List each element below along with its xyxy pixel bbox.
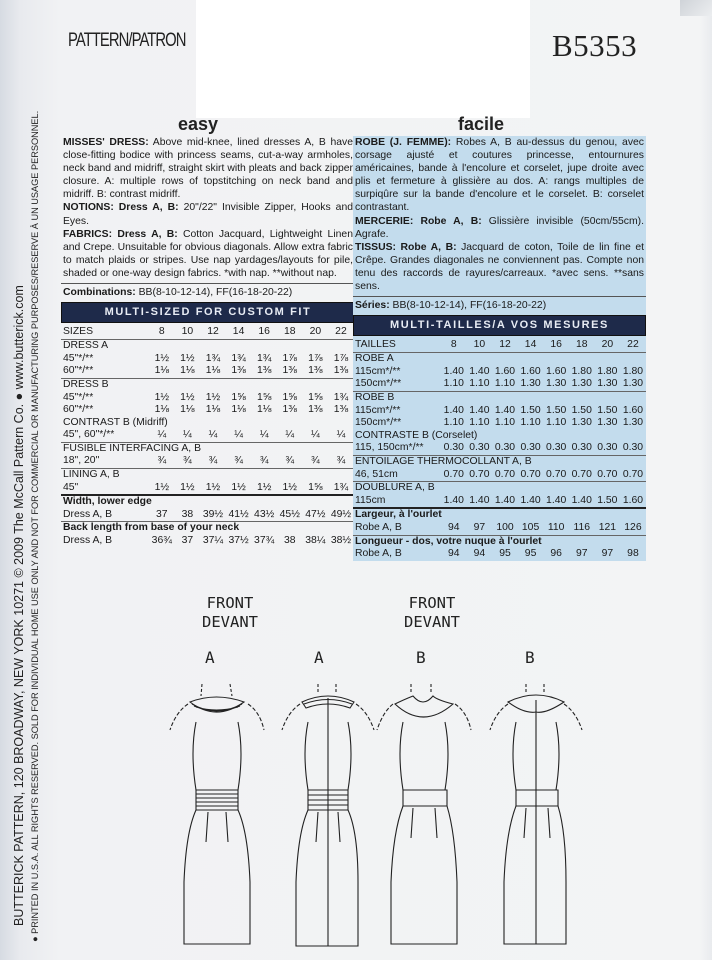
table-cell: 0.70 xyxy=(546,468,567,480)
table-row xyxy=(61,392,355,405)
table-cell: 36¾ xyxy=(151,535,172,547)
table-cell: ¼ xyxy=(285,429,295,441)
section-title xyxy=(353,430,646,443)
torn-corner xyxy=(680,0,712,16)
table-cell: ¼ xyxy=(183,429,192,441)
table-cell: 1½ xyxy=(256,481,272,493)
row-label: 45" xyxy=(63,481,79,493)
table-cell: 1½ xyxy=(154,391,170,403)
table-cell: ¾ xyxy=(157,455,167,467)
section-title-text: DOUBLURE A, B xyxy=(355,482,435,494)
table-cell: 105 xyxy=(521,521,540,533)
table-cell: 97 xyxy=(575,548,588,560)
description-paragraph: ROBE (J. FEMME): Robes A, B au-dessus du genou, avec corsage ajusté et coutures princesse, entournures américaines, bande à l'encolure et corselet, jupe droite avec plis et fermeture à glissière au dos. A: rangs multiples de surpiqûre sur la bande d'encolure et le corselet. B: corselet contrastant. xyxy=(355,137,644,214)
size-header: 22 xyxy=(627,339,639,351)
row-label: 115cm*/** xyxy=(355,365,401,377)
table-cell: 1.30 xyxy=(597,417,618,429)
table-cell: 1.60 xyxy=(494,365,516,377)
table-cell: 1⅜ xyxy=(333,365,349,377)
table-cell: ¼ xyxy=(259,429,269,441)
table-cell: 37 xyxy=(181,535,194,547)
size-header: 18 xyxy=(575,339,588,351)
table-cell: 0.30 xyxy=(546,442,567,454)
table-cell: 1.10 xyxy=(546,417,567,429)
table-row xyxy=(353,495,646,508)
table-cell: 1⅛ xyxy=(180,404,195,416)
table-section xyxy=(61,378,355,417)
table-cell: 1⅝ xyxy=(308,391,323,403)
table-cell: 1⅝ xyxy=(308,481,323,493)
measurement-section xyxy=(353,535,646,561)
size-header: 14 xyxy=(524,339,537,351)
table-cell: 1.10 xyxy=(469,417,490,429)
section-title xyxy=(353,353,646,366)
table-section xyxy=(61,417,355,442)
measurement-title-text: Largeur, à l'ourlet xyxy=(355,509,442,521)
table-cell: ¾ xyxy=(234,455,243,467)
table-row xyxy=(353,469,646,482)
row-label: Dress A, B xyxy=(63,508,113,520)
table-cell: 1.40 xyxy=(443,365,464,377)
table-row xyxy=(353,442,646,455)
table-cell: ¼ xyxy=(234,429,243,441)
section-title-text: CONTRAST B (Midriff) xyxy=(63,416,168,428)
table-cell: 1½ xyxy=(180,391,195,403)
table-cell: 47½ xyxy=(305,508,326,520)
description-paragraph: MISSES' DRESS: Above mid-knee, lined dresses A, B have close-fitting bodice with princess seams, cut-a-way armholes, neck band and midriff, straight skirt with pleats and back zipper closure. A: multiple rows of topstitching on neck band and midriff. B: contrast midriff. xyxy=(63,137,353,201)
measurement-row xyxy=(61,509,355,522)
table-section xyxy=(353,353,646,391)
row-label: 150cm*/** xyxy=(355,378,402,390)
table-cell: 1.60 xyxy=(622,494,644,506)
table-cell: 38½ xyxy=(330,535,352,547)
row-label: 45"*/** xyxy=(63,391,94,403)
measurement-title-text: Longueur - dos, votre nuque à l'ourlet xyxy=(355,535,542,547)
table-row xyxy=(61,455,355,468)
section-title xyxy=(353,392,646,405)
table-cell: 37¾ xyxy=(254,535,275,547)
row-label: 150cm*/** xyxy=(355,417,402,429)
table-cell: 126 xyxy=(624,521,642,533)
table-cell: 1⅞ xyxy=(308,352,323,364)
table-cell: 94 xyxy=(448,521,460,533)
table-cell: 1⅛ xyxy=(205,404,221,416)
section-title-text: DRESS A xyxy=(63,340,109,352)
table-cell: 94 xyxy=(473,548,486,560)
table-cell: 0.70 xyxy=(443,468,464,480)
yardage-table-title: MULTI-TAILLES/A VOS MESURES xyxy=(353,315,646,336)
table-cell: 1.10 xyxy=(443,378,464,390)
table-cell: 1.60 xyxy=(622,404,644,416)
size-header: 16 xyxy=(550,339,562,351)
table-cell: 1.50 xyxy=(571,404,592,416)
table-cell: 38 xyxy=(283,535,296,547)
table-cell: 1⅝ xyxy=(231,391,246,403)
size-header: 14 xyxy=(232,326,245,338)
table-section xyxy=(61,442,355,468)
table-cell: ¾ xyxy=(259,455,269,467)
sizes-header-row xyxy=(353,337,646,353)
table-cell: ¾ xyxy=(183,455,192,467)
table-cell: 1⅜ xyxy=(282,365,297,377)
table-section xyxy=(353,430,646,455)
size-header: 10 xyxy=(473,339,486,351)
table-cell: 1.40 xyxy=(520,494,541,506)
size-header: 10 xyxy=(181,326,194,338)
table-section xyxy=(353,391,646,430)
front-label-b: FRONT DEVANT xyxy=(404,594,460,631)
row-label: Robe A, B xyxy=(355,521,402,533)
table-cell: 1.80 xyxy=(597,365,618,377)
fabrics-paragraph: TISSUS: Robe A, B: Jacquard de coton, Toile de lin fine et Crêpe. Grandes diagonales ne conviennent pas. Compte non tenu des raccords de rayures/carreaux. *avec sens. **sans sens. xyxy=(355,241,644,293)
fabrics-paragraph: FABRICS: Dress A, B: Cotton Jacquard, Lightweight Linen and Crepe. Unsuitable for obvious diagonals. Allow extra fabric to match plaids or stripes. Use nap yardages/layouts for pile, shaded or one-way design fabrics. *with nap. **without nap. xyxy=(63,228,353,279)
table-cell: 1.40 xyxy=(469,494,490,506)
table-cell: 1¾ xyxy=(205,352,221,364)
table-cell: 0.30 xyxy=(494,442,516,454)
table-cell: 1.50 xyxy=(520,404,541,416)
table-cell: 1.40 xyxy=(443,494,464,506)
table-cell: 1⅛ xyxy=(180,365,195,377)
measurement-title xyxy=(353,536,646,549)
table-cell: 1⅜ xyxy=(308,365,323,377)
table-cell: 1⅛ xyxy=(256,404,272,416)
row-label: Robe A, B xyxy=(355,548,402,560)
table-cell: 1.40 xyxy=(469,365,490,377)
table-cell: 1.40 xyxy=(494,494,516,506)
notions-paragraph: NOTIONS: Dress A, B: 20"/22" Invisible Zipper, Hooks and Eyes. xyxy=(63,202,354,227)
table-cell: 1⅞ xyxy=(282,352,297,364)
table-cell: 0.70 xyxy=(571,468,592,480)
yardage-table xyxy=(61,324,355,548)
table-cell: 1½ xyxy=(154,352,170,364)
table-cell: 37¼ xyxy=(202,535,224,547)
table-cell: 1.60 xyxy=(520,365,541,377)
section-title xyxy=(61,469,355,482)
table-cell: 0.30 xyxy=(520,442,541,454)
table-cell: 1.10 xyxy=(494,417,516,429)
table-cell: ¼ xyxy=(208,429,218,441)
table-row xyxy=(353,378,646,391)
section-title xyxy=(353,456,646,469)
table-cell: 1.10 xyxy=(520,417,541,429)
measurement-section xyxy=(61,521,355,547)
english-description xyxy=(61,136,355,280)
difficulty-en: easy xyxy=(178,114,219,134)
table-cell: 1.30 xyxy=(622,378,644,390)
sizes-header-row xyxy=(61,324,355,340)
pattern-number: B5353 xyxy=(552,28,638,63)
size-header: 8 xyxy=(158,326,165,338)
table-row xyxy=(353,405,646,418)
table-cell: ¼ xyxy=(336,429,346,441)
combinations: Séries: BB(8-10-12-14), FF(16-18-20-22) xyxy=(353,296,646,315)
table-cell: 1⅝ xyxy=(256,391,272,403)
table-cell: 1.30 xyxy=(571,378,592,390)
sizes-label: TAILLES xyxy=(355,339,396,351)
table-section xyxy=(353,455,646,481)
table-cell: 37½ xyxy=(228,535,249,547)
table-cell: 1½ xyxy=(154,481,170,493)
section-title-text: ROBE B xyxy=(355,392,395,403)
table-cell: 97 xyxy=(601,548,614,560)
table-cell: 97 xyxy=(473,521,486,533)
measurement-title xyxy=(61,522,355,535)
section-title-text: ROBE A xyxy=(355,353,394,365)
row-label: 45", 60"*/** xyxy=(63,429,115,441)
table-cell: 0.70 xyxy=(494,468,516,480)
table-cell: 1⅜ xyxy=(333,404,349,416)
table-cell: 1¾ xyxy=(333,391,349,403)
table-cell: 1.30 xyxy=(622,417,644,429)
table-cell: 39½ xyxy=(202,508,224,520)
table-cell: 1⅞ xyxy=(333,352,349,364)
table-cell: 1.50 xyxy=(597,404,618,416)
table-cell: 96 xyxy=(550,548,562,560)
pattern-label: PATTERN/PATRON xyxy=(68,30,186,51)
technical-drawings xyxy=(0,590,712,950)
table-cell: 0.70 xyxy=(597,468,618,480)
table-cell: 1.50 xyxy=(597,494,618,506)
table-cell: 1.10 xyxy=(443,417,464,429)
publisher-line: BUTTERICK PATTERN, 120 BROADWAY, NEW YORK 10271 © 2009 The McCall Pattern Co. ● www.butterick.com xyxy=(12,285,26,926)
table-cell: ¾ xyxy=(336,455,346,467)
table-cell: ¾ xyxy=(285,455,295,467)
row-label: 18", 20" xyxy=(63,455,100,467)
table-cell: 0.70 xyxy=(469,468,490,480)
table-cell: 1.80 xyxy=(622,365,644,377)
table-cell: 1.10 xyxy=(469,378,490,390)
table-cell: 41½ xyxy=(228,508,249,520)
row-label: 60"*/** xyxy=(63,365,94,377)
table-cell: 1⅜ xyxy=(282,404,297,416)
table-cell: 121 xyxy=(598,521,617,533)
table-cell: 0.70 xyxy=(622,468,644,480)
row-label: 115, 150cm*/** xyxy=(355,442,424,454)
table-cell: ¾ xyxy=(311,455,320,467)
dress-a-front-drawing xyxy=(168,682,268,952)
table-cell: 1⅜ xyxy=(231,365,246,377)
front-label-a: FRONT DEVANT xyxy=(202,594,258,631)
table-section xyxy=(61,468,355,494)
table-cell: 38¼ xyxy=(305,535,326,547)
redacted-area xyxy=(196,0,530,118)
measurement-row xyxy=(353,522,646,535)
view-letter: B xyxy=(525,648,535,667)
row-label: 115cm*/** xyxy=(355,404,401,416)
section-title-text: CONTRASTE B (Corselet) xyxy=(355,429,478,441)
yardage-table-title: MULTI-SIZED FOR CUSTOM FIT xyxy=(61,302,355,323)
english-panel xyxy=(61,136,355,548)
measurement-title xyxy=(353,509,646,522)
section-title-text: LINING A, B xyxy=(63,469,120,481)
measurement-title-text: Back length from base of your neck xyxy=(63,522,240,534)
row-label: 46, 51cm xyxy=(355,468,398,480)
table-cell: 1⅜ xyxy=(308,404,323,416)
row-label: 60"*/** xyxy=(63,404,94,416)
size-header: 20 xyxy=(309,326,322,338)
table-cell: 1⅝ xyxy=(282,391,297,403)
table-cell: 1⅜ xyxy=(256,365,272,377)
measurement-row xyxy=(353,548,646,561)
measurement-title-text: Width, lower edge xyxy=(63,496,152,508)
table-cell: 1½ xyxy=(180,352,195,364)
table-cell: 1.30 xyxy=(571,417,592,429)
table-cell: 94 xyxy=(448,548,460,560)
table-cell: 1½ xyxy=(205,391,221,403)
table-cell: 1.50 xyxy=(546,404,567,416)
table-cell: 0.70 xyxy=(520,468,541,480)
dress-a-back-drawing xyxy=(278,682,378,952)
section-title xyxy=(61,340,355,353)
measurement-section xyxy=(61,494,355,521)
table-cell: 1½ xyxy=(282,481,297,493)
table-cell: 1⅛ xyxy=(205,365,221,377)
size-header: 22 xyxy=(335,326,347,338)
table-cell: 1.40 xyxy=(546,494,567,506)
size-header: 8 xyxy=(450,339,457,351)
table-cell: 1⅛ xyxy=(231,404,246,416)
table-cell: 1½ xyxy=(231,481,246,493)
row-label: Dress A, B xyxy=(63,535,113,547)
table-cell: 1⅛ xyxy=(154,404,170,416)
table-cell: 1.10 xyxy=(494,378,516,390)
measurement-title xyxy=(61,496,355,509)
table-cell: 0.30 xyxy=(597,442,618,454)
table-cell: 98 xyxy=(627,548,639,560)
table-cell: 0.30 xyxy=(571,442,592,454)
size-header: 16 xyxy=(258,326,270,338)
section-title xyxy=(353,482,646,495)
table-cell: 1½ xyxy=(180,481,195,493)
table-row xyxy=(61,404,355,417)
view-letter: A xyxy=(205,648,215,667)
table-cell: 1¾ xyxy=(256,352,272,364)
table-row xyxy=(61,429,355,442)
section-title-text: DRESS B xyxy=(63,378,109,390)
table-cell: 0.30 xyxy=(469,442,490,454)
french-panel xyxy=(353,136,646,561)
measurement-row xyxy=(61,535,355,548)
table-cell: 43½ xyxy=(254,508,275,520)
table-section xyxy=(353,481,646,507)
table-cell: 1.30 xyxy=(597,378,618,390)
table-cell: 38 xyxy=(181,508,194,520)
table-cell: 1.80 xyxy=(571,365,592,377)
table-cell: 116 xyxy=(573,521,591,533)
section-title xyxy=(61,443,355,456)
table-cell: 45½ xyxy=(279,508,300,520)
table-cell: 1¾ xyxy=(333,481,349,493)
dress-b-back-drawing xyxy=(486,682,586,952)
combinations: Combinations: BB(8-10-12-14), FF(16-18-20-22) xyxy=(61,283,355,302)
table-row xyxy=(61,365,355,378)
dress-b-front-drawing xyxy=(375,682,475,952)
table-cell: 1.60 xyxy=(546,365,567,377)
row-label: 45"*/** xyxy=(63,352,94,364)
row-label: 115cm xyxy=(355,494,386,506)
section-title-text: ENTOILAGE THERMOCOLLANT A, B xyxy=(355,455,532,467)
copyright-notice: ● PRINTED IN U.S.A. ALL RIGHTS RESERVED. SOLD FOR INDIVIDUAL HOME USE ONLY AND NOT FOR COMMERCIAL OR MANUFACTURING PURPOSES/RESERVE À UN USAGE PERSONNEL. xyxy=(30,110,40,942)
table-cell: 37 xyxy=(156,508,168,520)
difficulty-fr: facile xyxy=(458,114,505,134)
table-cell: ¼ xyxy=(157,429,167,441)
table-row xyxy=(353,417,646,430)
view-letter: B xyxy=(416,648,426,667)
table-cell: 1.30 xyxy=(520,378,541,390)
table-cell: 110 xyxy=(547,521,565,533)
table-cell: 0.30 xyxy=(622,442,644,454)
french-description xyxy=(353,136,646,293)
table-cell: 1⅛ xyxy=(154,365,170,377)
table-cell: 95 xyxy=(499,548,511,560)
table-section xyxy=(61,340,355,378)
table-row xyxy=(61,353,355,366)
table-row xyxy=(61,482,355,495)
table-cell: 1.40 xyxy=(443,404,464,416)
yardage-table xyxy=(353,337,646,561)
table-cell: 1½ xyxy=(205,481,221,493)
notions-paragraph: MERCERIE: Robe A, B: Glissière invisible (50cm/55cm). Agrafe. xyxy=(355,215,644,240)
table-cell: 1.40 xyxy=(469,404,490,416)
section-title-text: FUSIBLE INTERFACING A, B xyxy=(63,442,201,454)
table-cell: 1.30 xyxy=(546,378,567,390)
table-cell: 100 xyxy=(496,521,514,533)
size-header: 12 xyxy=(499,339,511,351)
section-title xyxy=(61,417,355,430)
sizes-label: SIZES xyxy=(63,326,94,338)
table-cell: 1.40 xyxy=(494,404,516,416)
size-header: 12 xyxy=(207,326,219,338)
measurement-section xyxy=(353,507,646,534)
table-cell: 95 xyxy=(524,548,537,560)
table-cell: 1¾ xyxy=(231,352,246,364)
table-cell: 49½ xyxy=(330,508,352,520)
table-cell: 1.40 xyxy=(571,494,592,506)
table-cell: ¾ xyxy=(208,455,218,467)
section-title xyxy=(61,379,355,392)
table-cell: 0.30 xyxy=(443,442,464,454)
view-letter: A xyxy=(314,648,324,667)
table-cell: ¼ xyxy=(311,429,320,441)
size-header: 20 xyxy=(601,339,614,351)
size-header: 18 xyxy=(283,326,296,338)
table-row xyxy=(353,366,646,379)
